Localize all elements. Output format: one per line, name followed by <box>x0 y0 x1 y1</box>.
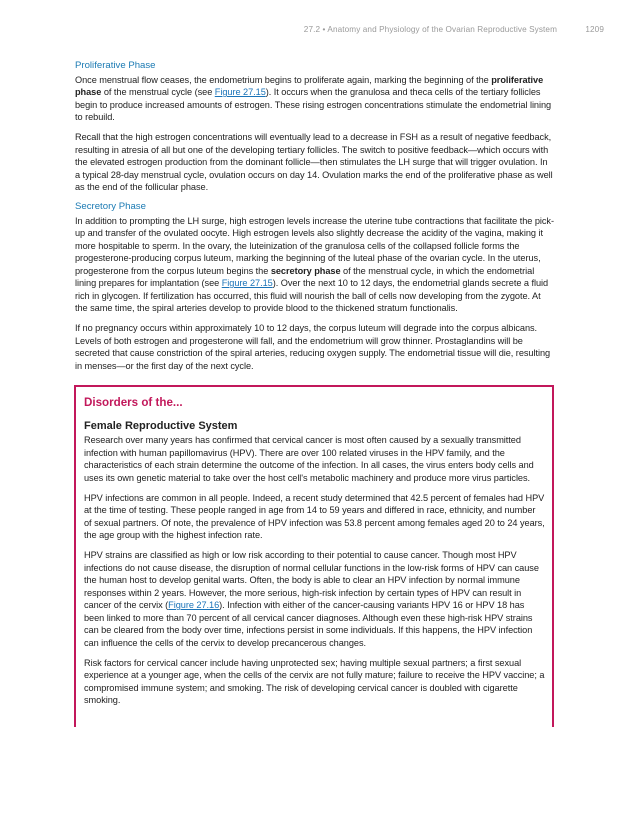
text-run: ). It occurs when the granulosa and theca cells of the tertiary follicles begin to produce increased amounts of estrogen. These rising estrogen concentrations stimulate the endometrial lining to rebuild. <box>75 87 552 122</box>
figure-link-27-16[interactable]: Figure 27.16 <box>168 600 220 610</box>
figure-link-27-15[interactable]: Figure 27.15 <box>221 278 273 288</box>
text-run: ). Over the next 10 to 12 days, the endometrial glands secrete a fluid rich in glycogen. If fertilization has occurred, this fluid will nourish the ball of cells now developing from the zygote. At the same time, the spiral arteries develop to provide blood to the thickened stratum functionalis. <box>75 278 549 313</box>
callout-paragraph-2: HPV infections are common in all people. Indeed, a recent study determined that 42.5 percent of females had HPV at the time of testing. These people ranged in age from 14 to 59 years and differed in race, ethnicity, and number of sexual partners. Of note, the prevalence of HPV infection was 53.8 percent among females aged 20 to 24 years, the age group with the highest infection rate. <box>84 492 545 540</box>
disorders-callout-box <box>74 385 554 727</box>
text-run: of the menstrual cycle (see <box>101 87 215 97</box>
text-run: of the menstrual cycle, in which the endometrial lining prepares for implantation (see <box>75 265 535 288</box>
secretory-phase-heading: Secretory Phase <box>75 201 146 212</box>
running-header <box>304 25 604 34</box>
key-term-proliferative-phase: proliferative phase <box>75 74 544 97</box>
callout-paragraph-3 <box>84 549 545 649</box>
text-run: HPV strains are classified as high or low risk according to their potential to cause cancer. Though most HPV infections do not cause disease, the disruption of normal cellular functions in the low-risk forms of HPV can cause the human host to develop genital warts. Often, the body is able to clear an HPV infection by normal immune responses within 2 years. However, the more serious, high-risk infection by certain types of HPV can result in cancer of the cervix ( <box>84 550 539 610</box>
callout-subtitle: Female Reproductive System <box>84 420 238 432</box>
running-title: 27.2 • Anatomy and Physiology of the Ovarian Reproductive System <box>303 25 557 34</box>
secretory-paragraph-1 <box>75 215 555 315</box>
text-run: ). Infection with either of the cancer-causing variants HPV 16 or HPV 18 has been linked to more than 70 percent of all cervical cancer diagnoses. Although even these high-risk HPV strains can be cleared from the body over time, infections persist in some individuals. If this happens, the HPV infection can influence the cells of the cervix to develop precancerous changes. <box>84 600 533 648</box>
proliferative-paragraph-1 <box>75 74 555 124</box>
text-run: Once menstrual flow ceases, the endometrium begins to proliferate again, marking the beginning of the <box>75 74 492 85</box>
callout-paragraph-1: Research over many years has confirmed that cervical cancer is most often caused by a sexually transmitted infection with human papillomavirus (HPV). There are over 100 related viruses in the HPV family, and the characteristics of each strain determine the outcome of the infection. In all cases, the virus enters body cells and uses its own genetic material to take over the host cell's metabolic machinery and produce more virus particles. <box>84 435 534 483</box>
callout-title: Disorders of the... <box>84 396 183 409</box>
page-number: 1209 <box>585 25 604 34</box>
proliferative-phase-heading: Proliferative Phase <box>75 60 156 71</box>
key-term-secretory-phase: secretory phase <box>270 265 341 276</box>
figure-link-27-15[interactable]: Figure 27.15 <box>214 87 266 97</box>
callout-paragraph-4: Risk factors for cervical cancer include having unprotected sex; having multiple sexual partners; a first sexual experience at a younger age, when the cells of the cervix are not fully mature; failure to receive the HPV vaccine; a compromised immune system; and smoking. The risk of developing cervical cancer is doubled with cigarette smoking. <box>84 657 545 705</box>
text-run: In addition to prompting the LH surge, high estrogen levels increase the uterine tube contractions that facilitate the pick-up and transfer of the ovulated oocyte. High estrogen levels also slightly decrease the acidity of the vagina, making it more hospitable to sperm. In the ovary, the luteinization of the granulosa cells of the collapsed follicle forms the progesterone-producing corpus luteum, marking the beginning of the luteal phase of the ovarian cycle. In the uterus, progesterone from the corpus luteum begins the <box>75 215 554 276</box>
main-content <box>75 60 555 380</box>
proliferative-paragraph-2: Recall that the high estrogen concentrations will eventually lead to a decrease in FSH as a result of negative feedback, resulting in atresia of all but one of the developing tertiary follicles. The switch to positive feedback—which occurs with the elevated estrogen production from the dominant follicle—then stimulates the LH surge that will trigger ovulation. In a typical 28-day menstrual cycle, ovulation occurs on day 14. Ovulation marks the end of the proliferative phase as well as the end of the follicular phase. <box>75 132 553 192</box>
secretory-paragraph-2: If no pregnancy occurs within approximately 10 to 12 days, the corpus luteum will degrade into the corpus albicans. Levels of both estrogen and progesterone will fall, and the endometrium will grow thinner. Prostaglandins will be secreted that cause constriction of the spiral arteries, reducing oxygen supply. The endometrial tissue will die, resulting in menses—or the first day of the next cycle. <box>75 323 551 371</box>
